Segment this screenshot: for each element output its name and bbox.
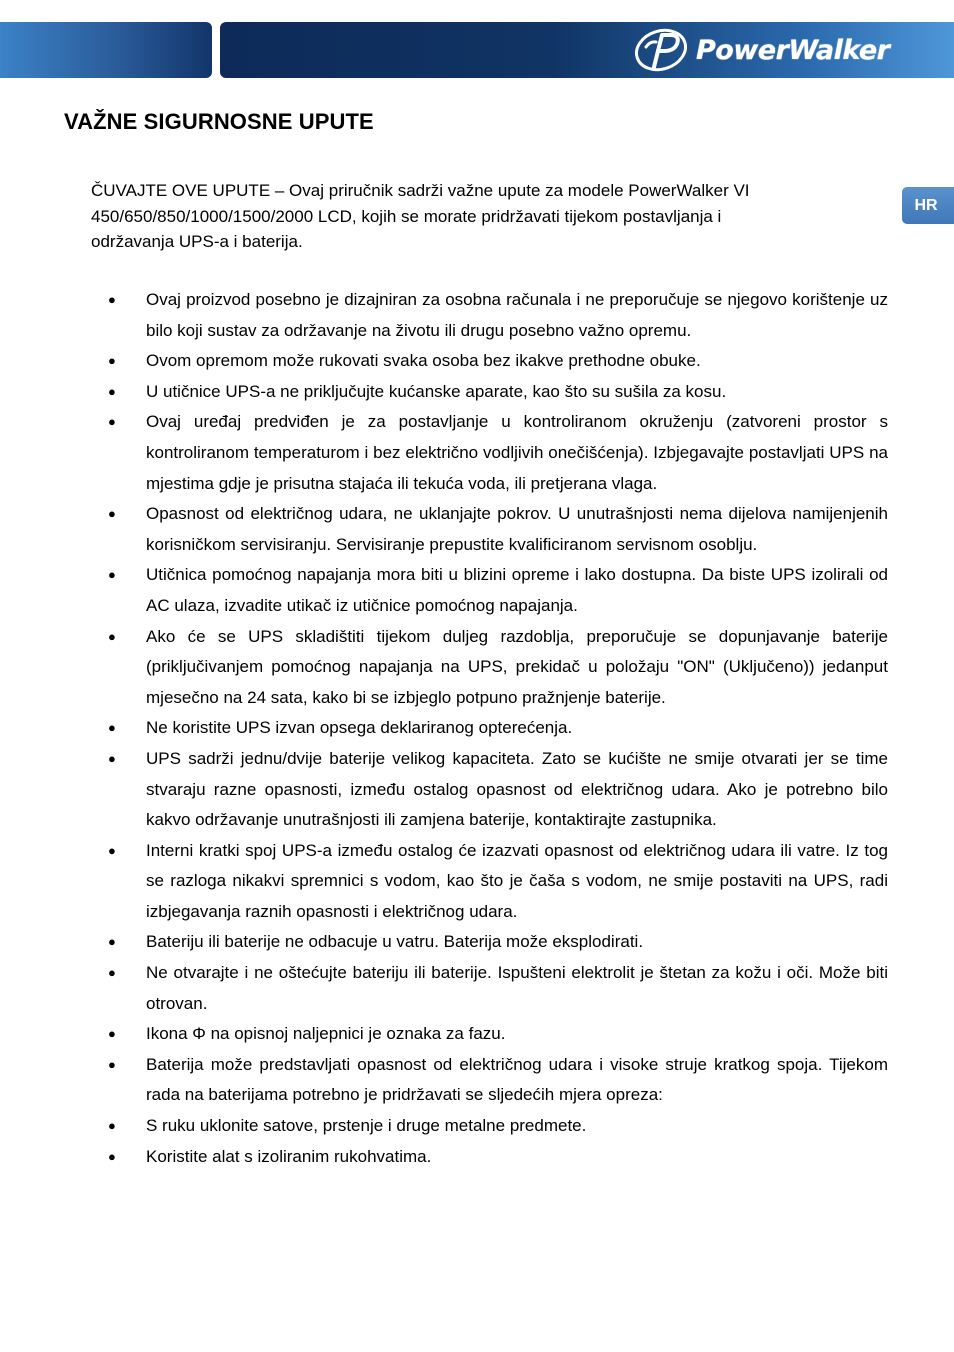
list-item — [91, 927, 888, 958]
list-item-text: Ne koristite UPS izvan opsega deklariranog opterećenja. — [146, 718, 573, 738]
list-item-text: Ovaj uređaj predviđen je za postavljanje u kontroliranom okruženju (zatvoreni prostor s kontroliranom temperaturom i bez električno vodljivih onečišćenja). Izbjegavajte postavljati UPS na mjestima gdje je prisutna stajaća ili tekuća voda, ili pretjerana vlaga. — [146, 412, 888, 493]
list-item — [91, 1019, 888, 1050]
bullet-icon: ● — [108, 934, 116, 950]
brand-name: PowerWalker — [696, 34, 890, 66]
list-item-text: Ikona Φ na opisnoj naljepnici je oznaka za fazu. — [146, 1024, 506, 1044]
bullet-icon: ● — [108, 353, 116, 369]
safety-instructions-list — [91, 285, 888, 1172]
bullet-icon: ● — [108, 506, 116, 522]
bullet-icon: ● — [108, 628, 116, 644]
list-item — [91, 285, 888, 346]
bullet-icon: ● — [108, 414, 116, 430]
bullet-icon: ● — [108, 292, 116, 307]
bullet-icon: ● — [108, 750, 116, 766]
bullet-icon: ● — [108, 720, 116, 736]
list-item — [91, 1050, 888, 1111]
list-item-text: S ruku uklonite satove, prstenje i druge metalne predmete. — [146, 1116, 587, 1136]
list-item — [91, 560, 888, 621]
bullet-icon: ● — [108, 842, 116, 858]
list-item-text: Opasnost od električnog udara, ne uklanjajte pokrov. U unutrašnjosti nema dijelova namijenjenih korisničkom servisiranju. Servisiranje prepustite kvalificiranom servisnom osoblju. — [146, 504, 888, 554]
list-item-text: Utičnica pomoćnog napajanja mora biti u blizini opreme i lako dostupna. Da biste UPS izolirali od AC ulaza, izvadite utikač iz utičnice pomoćnog napajanja. — [146, 565, 888, 615]
page-title: VAŽNE SIGURNOSNE UPUTE — [64, 109, 374, 134]
powerwalker-logo — [632, 26, 942, 74]
list-item-text: Baterija može predstavljati opasnost od električnog udara i visoke struje kratkog spoja. Tijekom rada na baterijama potrebno je pridržavati se sljedećih mjera opreza: — [146, 1054, 888, 1105]
bullet-icon: ● — [108, 383, 116, 399]
bullet-icon: ● — [108, 965, 116, 981]
list-item — [91, 377, 888, 408]
list-item — [91, 744, 888, 836]
bullet-icon: ● — [108, 1056, 116, 1072]
bullet-icon: ● — [108, 1148, 116, 1164]
list-item-text: Ovom opremom može rukovati svaka osoba bez ikakve prethodne obuke. — [146, 351, 701, 371]
list-item — [91, 622, 888, 714]
list-item-text: UPS sadrži jednu/dvije baterije velikog kapaciteta. Zato se kućište ne smije otvarati jer se time stvaraju razne opasnosti, između ostalog opasnost od električnog udara. Ako je potrebno bilo kakvo održavanje unutrašnjosti ili zamjena baterije, kontaktirajte zastupnika. — [146, 748, 888, 830]
list-item — [91, 836, 888, 928]
list-item — [91, 1142, 888, 1173]
list-item — [91, 346, 888, 377]
bullet-icon: ● — [108, 1118, 116, 1134]
list-item-text: U utičnice UPS-a ne priključujte kućanske aparate, kao što su sušila za kosu. — [146, 381, 727, 401]
list-item — [91, 713, 888, 744]
language-tab[interactable]: HR — [902, 187, 954, 224]
powerwalker-logo-icon — [632, 27, 690, 73]
list-item-text: Bateriju ili baterije ne odbacuje u vatru. Baterija može eksplodirati. — [146, 932, 644, 952]
list-item — [91, 407, 888, 499]
list-item — [91, 1111, 888, 1142]
list-item-text: Ovaj proizvod posebno je dizajniran za osobna računala i ne preporučuje se njegovo korištenje uz bilo koji sustav za održavanje na životu ili drugu posebno važno opremu. — [146, 290, 888, 340]
list-item-text: Interni kratki spoj UPS-a između ostalog će izazvati opasnost od električnog udara ili vatre. Iz tog se razloga nikakvi spremnici s vodom, kao što je čaša s vodom, ne smije postaviti na UPS, radi izbjegavanja raznih opasnosti i električnog udara. — [146, 840, 888, 921]
intro-paragraph: ČUVAJTE OVE UPUTE – Ovaj priručnik sadrži važne upute za modele PowerWalker VI 450/650/850/1000/1500/2000 LCD, kojih se morate pridržavati tijekom postavljanja i održavanja UPS-a i baterija. — [91, 181, 750, 251]
list-item — [91, 499, 888, 560]
list-item-text: Koristite alat s izoliranim rukohvatima. — [146, 1146, 432, 1166]
bullet-icon: ● — [108, 567, 116, 583]
list-item-text: Ako će se UPS skladištiti tijekom duljeg razdoblja, preporučuje se dopunjavanje baterije (priključivanjem pomoćnog napajanja na UPS, prekidač u položaju "ON" (Uključeno)) jedanput mjesečno na 24 sata, kako bi se izbjeglo potpuno pražnjenje baterije. — [146, 626, 888, 707]
bullet-icon: ● — [108, 1026, 116, 1042]
list-item — [91, 958, 888, 1019]
list-item-text: Ne otvarajte i ne oštećujte bateriju ili baterije. Ispušteni elektrolit je štetan za kožu i oči. Može biti otrovan. — [146, 963, 888, 1013]
header-bar-left — [0, 22, 212, 78]
